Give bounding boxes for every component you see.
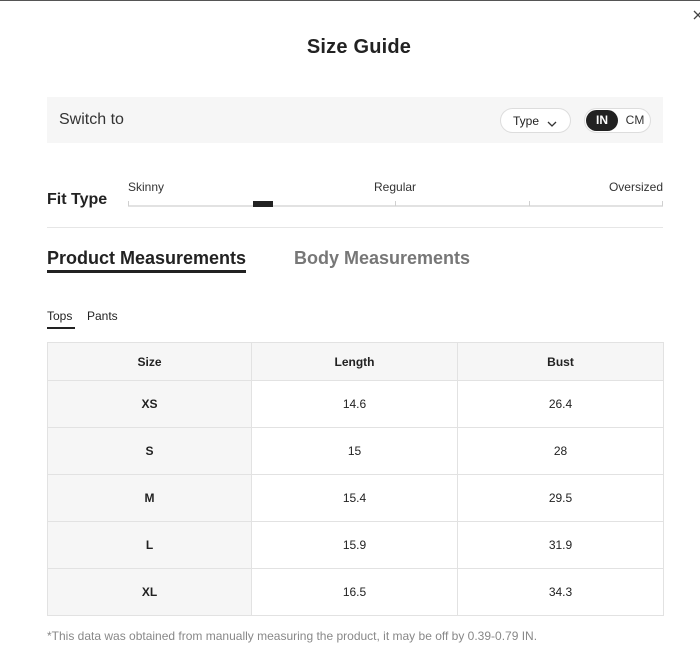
tab-body-measurements[interactable]: Body Measurements	[294, 248, 471, 268]
header-length: Length	[252, 343, 458, 381]
sub-tab-tops[interactable]: Tops	[47, 309, 73, 323]
header-size: Size	[48, 343, 252, 381]
type-select[interactable]	[500, 108, 571, 133]
tab-product-measurements[interactable]: Product Measurements	[47, 248, 247, 268]
bust-cell: 26.4	[458, 381, 664, 428]
length-cell: 15.4	[252, 475, 458, 522]
size-cell: M	[48, 475, 252, 522]
fit-tick	[529, 201, 530, 206]
unit-toggle	[584, 108, 651, 133]
bust-cell: 34.3	[458, 569, 664, 616]
length-cell: 15	[252, 428, 458, 475]
size-cell: L	[48, 522, 252, 569]
switch-label: Switch to	[59, 111, 124, 128]
modal-top-border	[0, 0, 700, 1]
bust-cell: 29.5	[458, 475, 664, 522]
fit-option-oversized: Oversized	[608, 180, 663, 194]
table-header-row	[48, 343, 664, 381]
table-row	[48, 569, 664, 616]
unit-in-button[interactable]: IN	[586, 110, 618, 131]
header-bust: Bust	[458, 343, 664, 381]
footnote: *This data was obtained from manually measuring the product, it may be off by 0.39-0.79 IN.	[47, 629, 538, 643]
fit-type-scale	[128, 180, 663, 210]
table-row	[48, 381, 664, 428]
length-cell: 15.9	[252, 522, 458, 569]
section-divider	[47, 227, 663, 228]
fit-tick	[395, 201, 396, 206]
bust-cell: 31.9	[458, 522, 664, 569]
size-cell: S	[48, 428, 252, 475]
table-row	[48, 522, 664, 569]
chevron-down-icon	[547, 117, 557, 131]
fit-option-regular: Regular	[374, 180, 417, 194]
active-sub-tab-underline	[47, 327, 75, 329]
close-icon[interactable]	[692, 8, 700, 22]
fit-tick	[128, 201, 129, 206]
modal-title: Size Guide	[306, 36, 412, 58]
bust-cell: 28	[458, 428, 664, 475]
size-cell: XL	[48, 569, 252, 616]
fit-level-marker	[253, 201, 273, 207]
sub-tab-pants[interactable]: Pants	[87, 309, 118, 323]
size-table	[47, 342, 664, 616]
table-row	[48, 475, 664, 522]
fit-tick	[662, 201, 663, 206]
type-select-value: Type	[513, 113, 540, 128]
unit-cm-button[interactable]: CM	[625, 113, 645, 127]
table-row	[48, 428, 664, 475]
length-cell: 16.5	[252, 569, 458, 616]
size-cell: XS	[48, 381, 252, 428]
switch-bar	[47, 97, 663, 143]
active-tab-underline	[47, 270, 246, 273]
fit-type-label: Fit Type	[47, 191, 108, 208]
fit-option-skinny: Skinny	[128, 180, 165, 194]
length-cell: 14.6	[252, 381, 458, 428]
